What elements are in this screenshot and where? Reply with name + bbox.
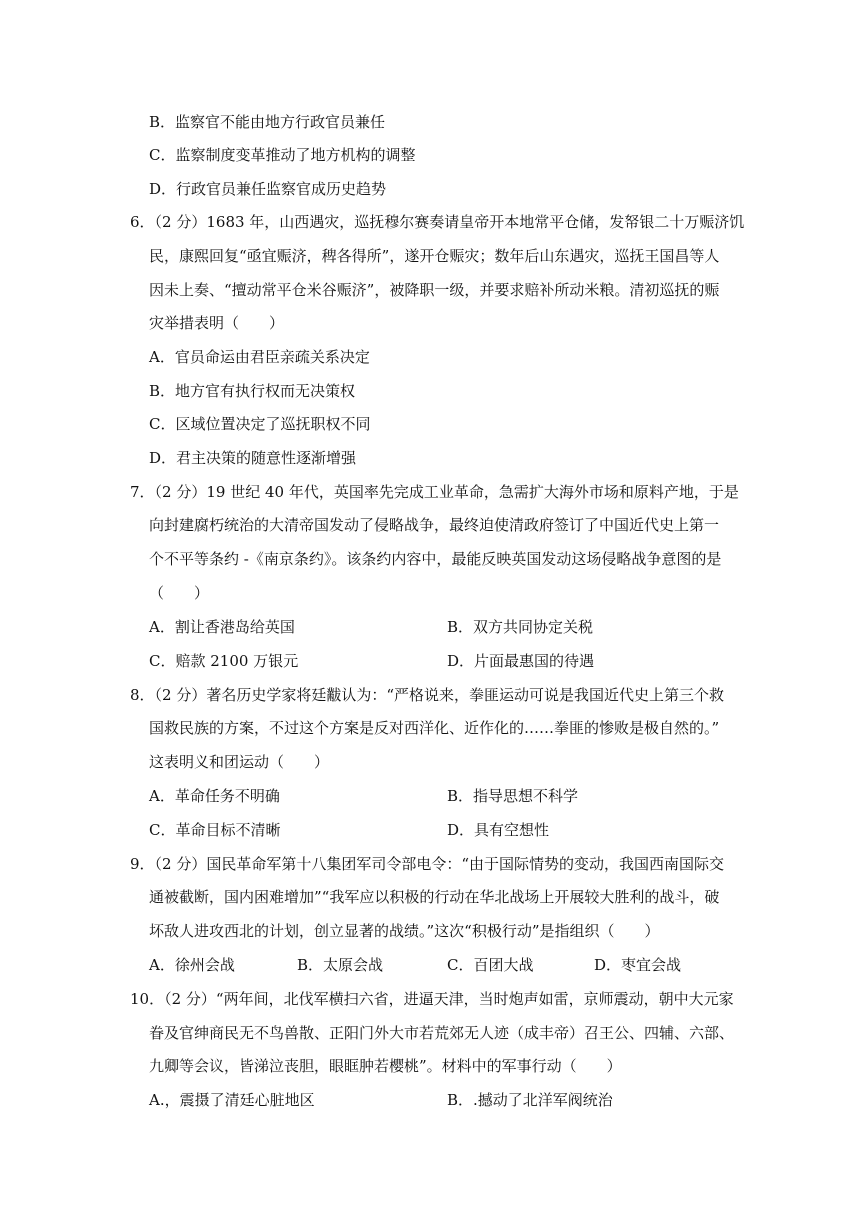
q7-option-a: A．割让香港岛给英国 [149, 618, 295, 636]
q9-stem-line: 通被截断，国内困难增加”“我军应以积极的行动在华北战场上开展较大胜利的战斗，破 [149, 888, 720, 906]
q10-option-b: B．.撼动了北洋军阀统治 [447, 1091, 613, 1109]
q6-option-a: A．官员命运由君臣亲疏关系决定 [149, 348, 370, 366]
q6-option-b: B．地方官有执行权而无决策权 [149, 382, 356, 400]
q5-option-b: B．监察官不能由地方行政官员兼任 [149, 113, 386, 131]
q8-stem-line: 国救民族的方案，不过这个方案是反对西洋化、近作化的……拳匪的惨败是极自然的。” [149, 719, 720, 737]
q7-option-b: B．双方共同协定关税 [447, 618, 594, 636]
q7-stem-line: 个不平等条约 -《南京条约》。该条约内容中，最能反映英国发动这场侵略战争意图的是 [149, 550, 722, 568]
q9-option-c: C．百团大战 [447, 956, 534, 974]
q6-stem-line: 灾举措表明（ ） [149, 314, 285, 332]
q8-option-c: C．革命目标不清晰 [149, 821, 281, 839]
q10-stem-line: 10．（2 分）“两年间，北伐军横扫六省，进逼天津，当时炮声如雷，京师震动，朝中大元家 [130, 990, 734, 1008]
q7-option-d: D．片面最惠国的待遇 [447, 652, 595, 670]
q10-stem-line: 九卿等会议，皆涕泣丧胆，眼眶肿若樱桃”。材料中的军事行动（ ） [149, 1057, 622, 1075]
q6-stem-line: 因未上奏、“擅动常平仓米谷赈济”，被降职一级，并要求赔补所动米粮。清初巡抚的赈 [149, 281, 720, 299]
q6-option-d: D．君主决策的随意性逐渐增强 [149, 449, 357, 467]
q9-stem-line: 9．（2 分）国民革命军第十八集团军司令部电令：“由于国际情势的变动，我国西南国际交 [130, 855, 725, 873]
q6-option-c: C．区域位置决定了巡抚职权不同 [149, 415, 371, 433]
q10-option-a: A.，震摄了清廷心脏地区 [149, 1091, 315, 1109]
q9-option-d: D．枣宜会战 [594, 956, 682, 974]
q6-stem-line: 6．（2 分）1683 年，山西遇灾，巡抚穆尔赛奏请皇帝开本地常平仓储，发帑银二十万赈济饥 [130, 213, 745, 231]
q8-option-b: B．指导思想不科学 [447, 787, 579, 805]
q7-option-c: C．赔款 2100 万银元 [149, 652, 299, 670]
q8-stem-line: 这表明义和团运动（ ） [149, 753, 330, 771]
q7-stem-line: 向封建腐朽统治的大清帝国发动了侵略战争，最终迫使清政府签订了中国近代史上第一 [149, 516, 720, 534]
q9-stem-line: 坏敌人进攻西北的计划，创立显著的战绩。”这次“积极行动”是指组织（ ） [149, 922, 660, 940]
q8-stem-line: 8．（2 分）著名历史学家将廷黻认为：“严格说来，拳匪运动可说是我国近代史上第三个救 [130, 686, 725, 704]
q5-option-c: C．监察制度变革推动了地方机构的调整 [149, 146, 416, 164]
q5-option-d: D．行政官员兼任监察官成历史趋势 [149, 180, 387, 198]
q8-option-d: D．具有空想性 [447, 821, 550, 839]
q7-stem-line: （ ） [149, 584, 210, 602]
q6-stem-line: 民，康熙回复“亟宜赈济，稗各得所”，遂开仓赈灾；数年后山东遇灾，巡抚王国昌等人 [149, 247, 720, 265]
q8-option-a: A．革命任务不明确 [149, 787, 280, 805]
q7-stem-line: 7．（2 分）19 世纪 40 年代，英国率先完成工业革命，急需扩大海外市场和原料产地，于是 [130, 483, 739, 501]
q9-option-b: B．太原会战 [297, 956, 384, 974]
q9-option-a: A．徐州会战 [149, 956, 235, 974]
q10-stem-line: 眷及官绅商民无不鸟兽散、正阳门外大市若荒郊无人迹（成丰帝）召王公、四辅、六部、 [149, 1024, 735, 1042]
